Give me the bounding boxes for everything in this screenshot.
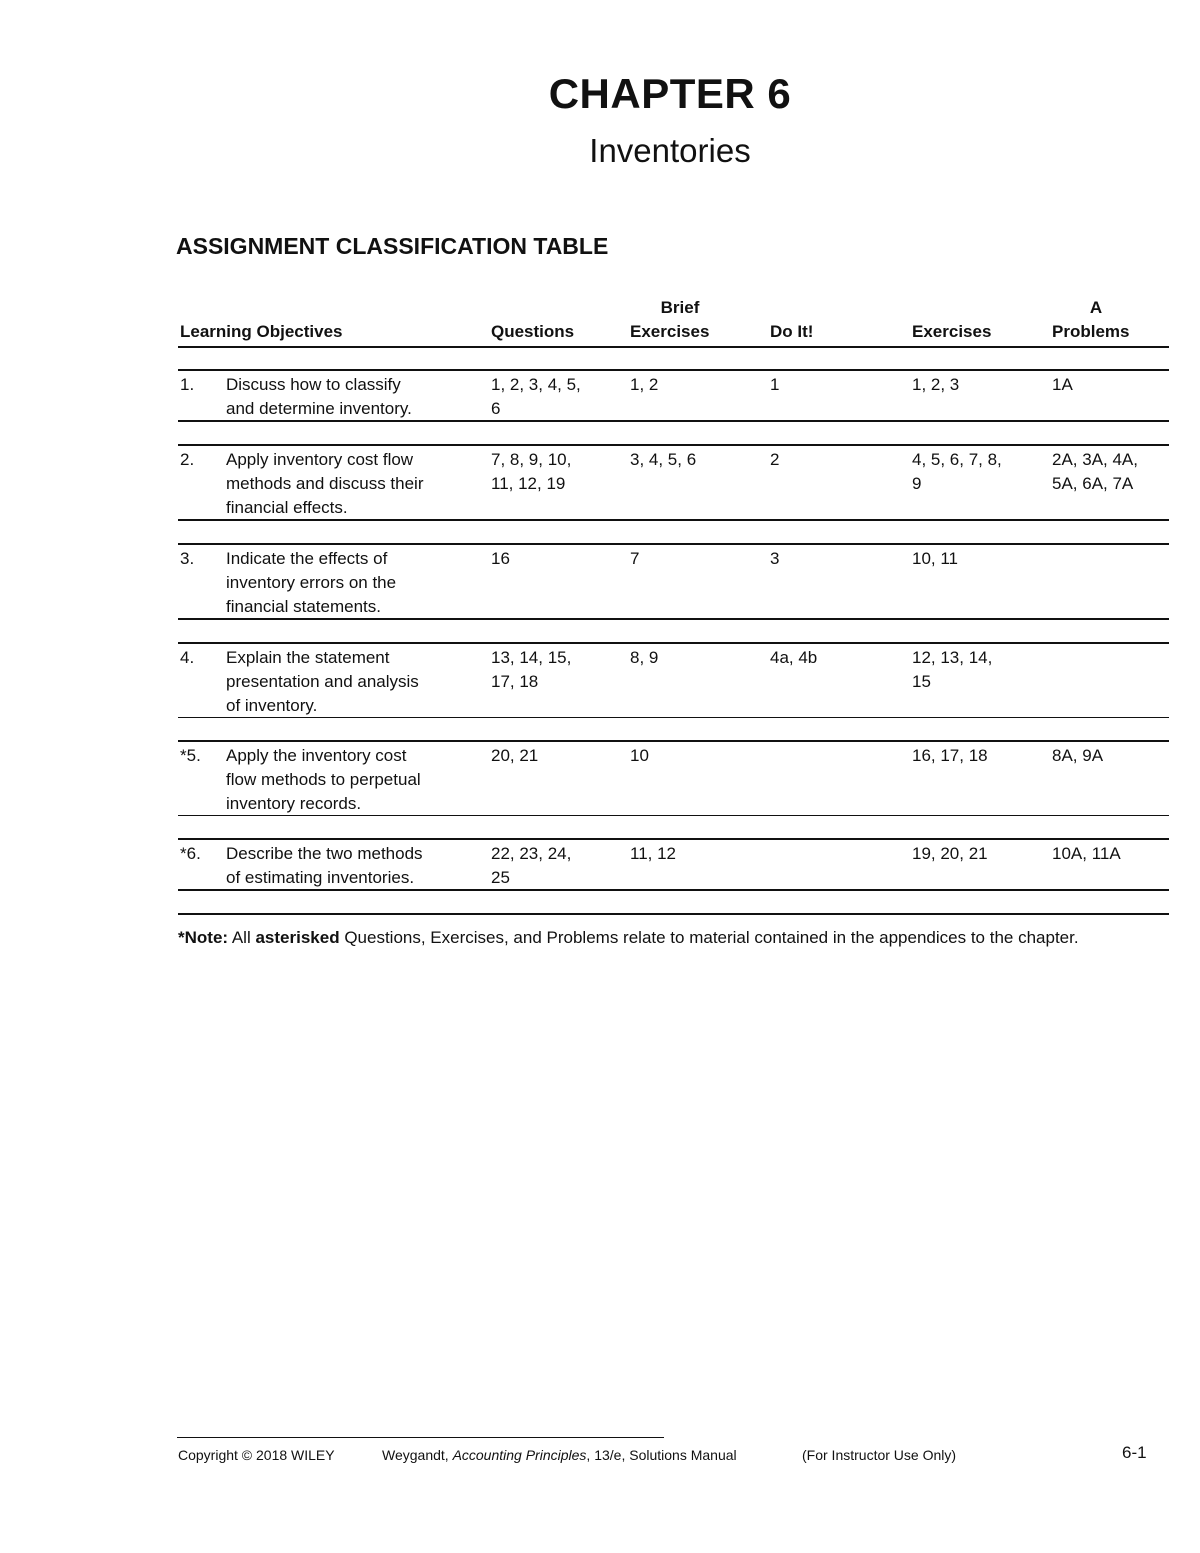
table-row: [178, 545, 1169, 620]
row-gap: [178, 718, 1169, 742]
row-gap: [178, 816, 1169, 840]
objective-text: Discuss how to classify and determine inventory.: [226, 375, 412, 418]
row-gap: [178, 422, 1169, 446]
table-header: [178, 296, 1169, 348]
objective-number: 4.: [180, 648, 195, 667]
do-it-cell: 2: [770, 450, 780, 469]
section-heading: ASSIGNMENT CLASSIFICATION TABLE: [176, 233, 609, 259]
do-it-cell: 1: [770, 375, 780, 394]
table-row: [178, 742, 1169, 816]
problems-cell: 1A: [1052, 375, 1073, 394]
exercises-cell: 12, 13, 14, 15: [912, 648, 993, 691]
note-lead: *Note:: [178, 928, 229, 947]
footer-copyright: Copyright © 2018 WILEY: [178, 1447, 335, 1463]
brief-exercises-cell: 7: [630, 549, 640, 568]
header-learning-objectives: Learning Objectives: [180, 322, 343, 341]
objective-text: Describe the two methods of estimating inventories.: [226, 844, 423, 887]
note-bold: asterisked: [255, 928, 340, 947]
questions-cell: 20, 21: [491, 746, 539, 765]
questions-cell: 16: [491, 549, 510, 568]
brief-exercises-cell: 1, 2: [630, 375, 659, 394]
chapter-subtitle: Inventories: [589, 132, 751, 169]
brief-exercises-cell: 8, 9: [630, 648, 659, 667]
footer-edition: , 13/e, Solutions Manual: [586, 1447, 737, 1463]
header-do-it: Do It!: [770, 322, 814, 341]
questions-cell: 7, 8, 9, 10, 11, 12, 19: [491, 450, 572, 493]
brief-exercises-cell: 10: [630, 746, 649, 765]
do-it-cell: 4a, 4b: [770, 648, 818, 667]
note-pre: All: [228, 928, 256, 947]
brief-exercises-cell: 3, 4, 5, 6: [630, 450, 697, 469]
objective-text: Apply inventory cost flow methods and discuss their financial effects.: [226, 450, 424, 517]
footer-book-info: [382, 1446, 737, 1464]
header-brief-exercises: Exercises: [630, 322, 710, 341]
chapter-title: CHAPTER 6: [548, 70, 792, 117]
objective-text: Indicate the effects of inventory errors on the financial statements.: [226, 549, 397, 616]
questions-cell: 13, 14, 15, 17, 18: [491, 648, 572, 691]
table-row: [178, 840, 1169, 891]
footer-book-title: Accounting Principles: [452, 1447, 587, 1463]
table-row: [178, 446, 1169, 521]
exercises-cell: 19, 20, 21: [912, 844, 988, 863]
objective-number: *5.: [180, 746, 201, 765]
row-gap: [178, 891, 1169, 915]
objective-text: Apply the inventory cost flow methods to perpetual inventory records.: [226, 746, 421, 813]
header-a-problems: Problems: [1052, 322, 1130, 341]
footer-author: Weygandt,: [382, 1447, 453, 1463]
problems-cell: 10A, 11A: [1052, 844, 1121, 863]
note-post: Questions, Exercises, and Problems relate to material contained in the appendices to the chapter.: [339, 928, 1079, 947]
questions-cell: 22, 23, 24, 25: [491, 844, 572, 887]
problems-cell: 2A, 3A, 4A, 5A, 6A, 7A: [1052, 450, 1138, 493]
page-number: 6-1: [1122, 1443, 1147, 1462]
exercises-cell: 10, 11: [912, 549, 959, 568]
problems-cell: 8A, 9A: [1052, 746, 1104, 765]
table-row: [178, 644, 1169, 718]
do-it-cell: 3: [770, 549, 780, 568]
brief-exercises-cell: 11, 12: [630, 844, 677, 863]
table-row: [178, 371, 1169, 422]
questions-cell: 1, 2, 3, 4, 5, 6: [491, 375, 581, 418]
objective-number: 3.: [180, 549, 195, 568]
footer-rule: [177, 1437, 664, 1438]
exercises-cell: 1, 2, 3: [912, 375, 960, 394]
header-brief-top: Brief: [660, 298, 700, 317]
row-gap: [178, 620, 1169, 644]
objective-number: *6.: [180, 844, 201, 863]
objective-number: 1.: [180, 375, 195, 394]
exercises-cell: 4, 5, 6, 7, 8, 9: [912, 450, 1002, 493]
objective-number: 2.: [180, 450, 195, 469]
assignment-classification-table: [178, 296, 1169, 915]
exercises-cell: 16, 17, 18: [912, 746, 988, 765]
header-exercises: Exercises: [912, 322, 992, 341]
row-gap: [178, 521, 1169, 545]
footnote: [178, 926, 1160, 949]
objective-text: Explain the statement presentation and analysis of inventory.: [226, 648, 419, 715]
table-spacer: [178, 348, 1169, 371]
header-a-top: A: [1089, 298, 1103, 317]
header-questions: Questions: [491, 322, 575, 341]
footer-instructor-use: (For Instructor Use Only): [802, 1447, 957, 1463]
